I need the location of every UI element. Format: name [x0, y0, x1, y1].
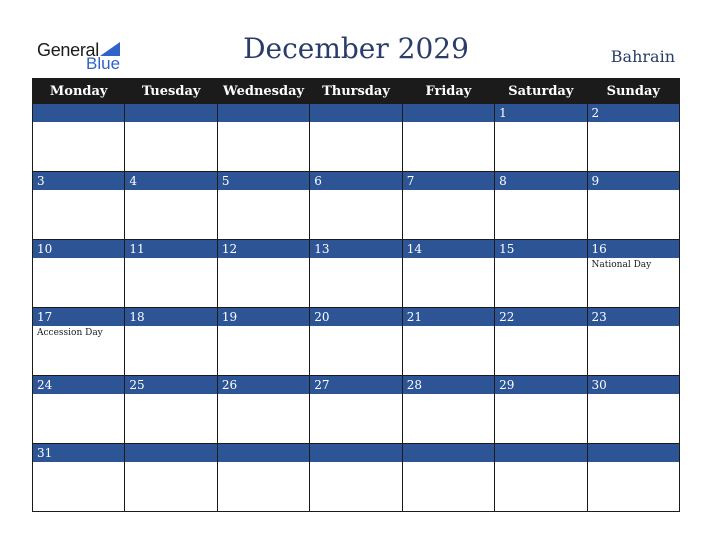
day-cell [587, 394, 679, 444]
day-number: 30 [587, 376, 679, 395]
day-number: 19 [217, 308, 309, 327]
day-cell [217, 462, 309, 512]
week-events-row [33, 326, 680, 376]
week-number-row [33, 376, 680, 395]
day-number: 29 [495, 376, 587, 395]
day-cell [125, 258, 217, 308]
day-number: 4 [125, 172, 217, 191]
day-number [217, 444, 309, 463]
week-events-row [33, 190, 680, 240]
day-cell: National Day [587, 258, 679, 308]
day-number: 2 [587, 104, 679, 123]
day-number [310, 444, 402, 463]
day-number: 13 [310, 240, 402, 259]
day-cell [587, 326, 679, 376]
day-cell [33, 258, 125, 308]
day-number: 16 [587, 240, 679, 259]
day-number: 17 [33, 308, 125, 327]
logo-blue-text: Blue [86, 54, 121, 73]
day-cell [310, 122, 402, 172]
day-cell [310, 326, 402, 376]
week-number-row [33, 104, 680, 123]
day-cell [217, 122, 309, 172]
day-cell [125, 190, 217, 240]
day-number: 18 [125, 308, 217, 327]
day-number: 21 [402, 308, 494, 327]
weekday-header: Thursday [310, 79, 402, 104]
week-number-row [33, 240, 680, 259]
day-cell [33, 122, 125, 172]
day-number: 26 [217, 376, 309, 395]
day-number: 28 [402, 376, 494, 395]
day-cell [495, 394, 587, 444]
day-cell [125, 326, 217, 376]
day-cell [495, 190, 587, 240]
day-number: 5 [217, 172, 309, 191]
calendar-grid [32, 78, 680, 512]
day-number [587, 444, 679, 463]
day-cell [33, 394, 125, 444]
day-number [310, 104, 402, 123]
day-cell [402, 326, 494, 376]
day-cell [587, 122, 679, 172]
day-number [402, 444, 494, 463]
week-number-row [33, 308, 680, 327]
week-number-row [33, 172, 680, 191]
day-number [125, 444, 217, 463]
day-number [125, 104, 217, 123]
week-events-row [33, 462, 680, 512]
day-cell [217, 258, 309, 308]
day-cell [402, 190, 494, 240]
day-cell [33, 462, 125, 512]
page-title: December 2029 [243, 32, 469, 65]
day-cell [310, 258, 402, 308]
logo-general-text: General [37, 40, 99, 60]
day-cell [217, 190, 309, 240]
day-number: 1 [495, 104, 587, 123]
day-cell [402, 258, 494, 308]
day-number: 10 [33, 240, 125, 259]
day-number: 23 [587, 308, 679, 327]
day-number: 3 [33, 172, 125, 191]
country-label: Bahrain [610, 47, 675, 66]
week-events-row [33, 394, 680, 444]
calendar-body [33, 104, 680, 512]
day-number [402, 104, 494, 123]
day-number: 14 [402, 240, 494, 259]
day-cell [402, 122, 494, 172]
weekday-header: Sunday [587, 79, 679, 104]
day-cell [495, 462, 587, 512]
day-number: 27 [310, 376, 402, 395]
weekday-header: Friday [402, 79, 494, 104]
day-cell [495, 258, 587, 308]
day-cell [495, 326, 587, 376]
day-number [217, 104, 309, 123]
weekday-header: Saturday [495, 79, 587, 104]
day-number: 25 [125, 376, 217, 395]
day-cell [587, 190, 679, 240]
day-number: 11 [125, 240, 217, 259]
weekday-header: Tuesday [125, 79, 217, 104]
day-cell [310, 462, 402, 512]
day-number: 6 [310, 172, 402, 191]
day-cell [402, 394, 494, 444]
day-number: 24 [33, 376, 125, 395]
weekday-header: Wednesday [217, 79, 309, 104]
day-number: 31 [33, 444, 125, 463]
day-cell [33, 190, 125, 240]
day-cell [217, 394, 309, 444]
day-number: 12 [217, 240, 309, 259]
week-number-row [33, 444, 680, 463]
weekday-header: Monday [33, 79, 125, 104]
day-cell [495, 122, 587, 172]
week-events-row [33, 258, 680, 308]
day-number: 7 [402, 172, 494, 191]
day-number: 20 [310, 308, 402, 327]
day-cell [217, 326, 309, 376]
day-number: 22 [495, 308, 587, 327]
day-cell: Accession Day [33, 326, 125, 376]
day-cell [125, 394, 217, 444]
day-cell [402, 462, 494, 512]
weekday-header-row [33, 79, 680, 104]
day-number [33, 104, 125, 123]
day-number: 8 [495, 172, 587, 191]
day-number [495, 444, 587, 463]
day-cell [587, 462, 679, 512]
day-cell [310, 394, 402, 444]
day-cell [310, 190, 402, 240]
day-number: 9 [587, 172, 679, 191]
day-number: 15 [495, 240, 587, 259]
day-cell [125, 462, 217, 512]
week-events-row [33, 122, 680, 172]
day-cell [125, 122, 217, 172]
